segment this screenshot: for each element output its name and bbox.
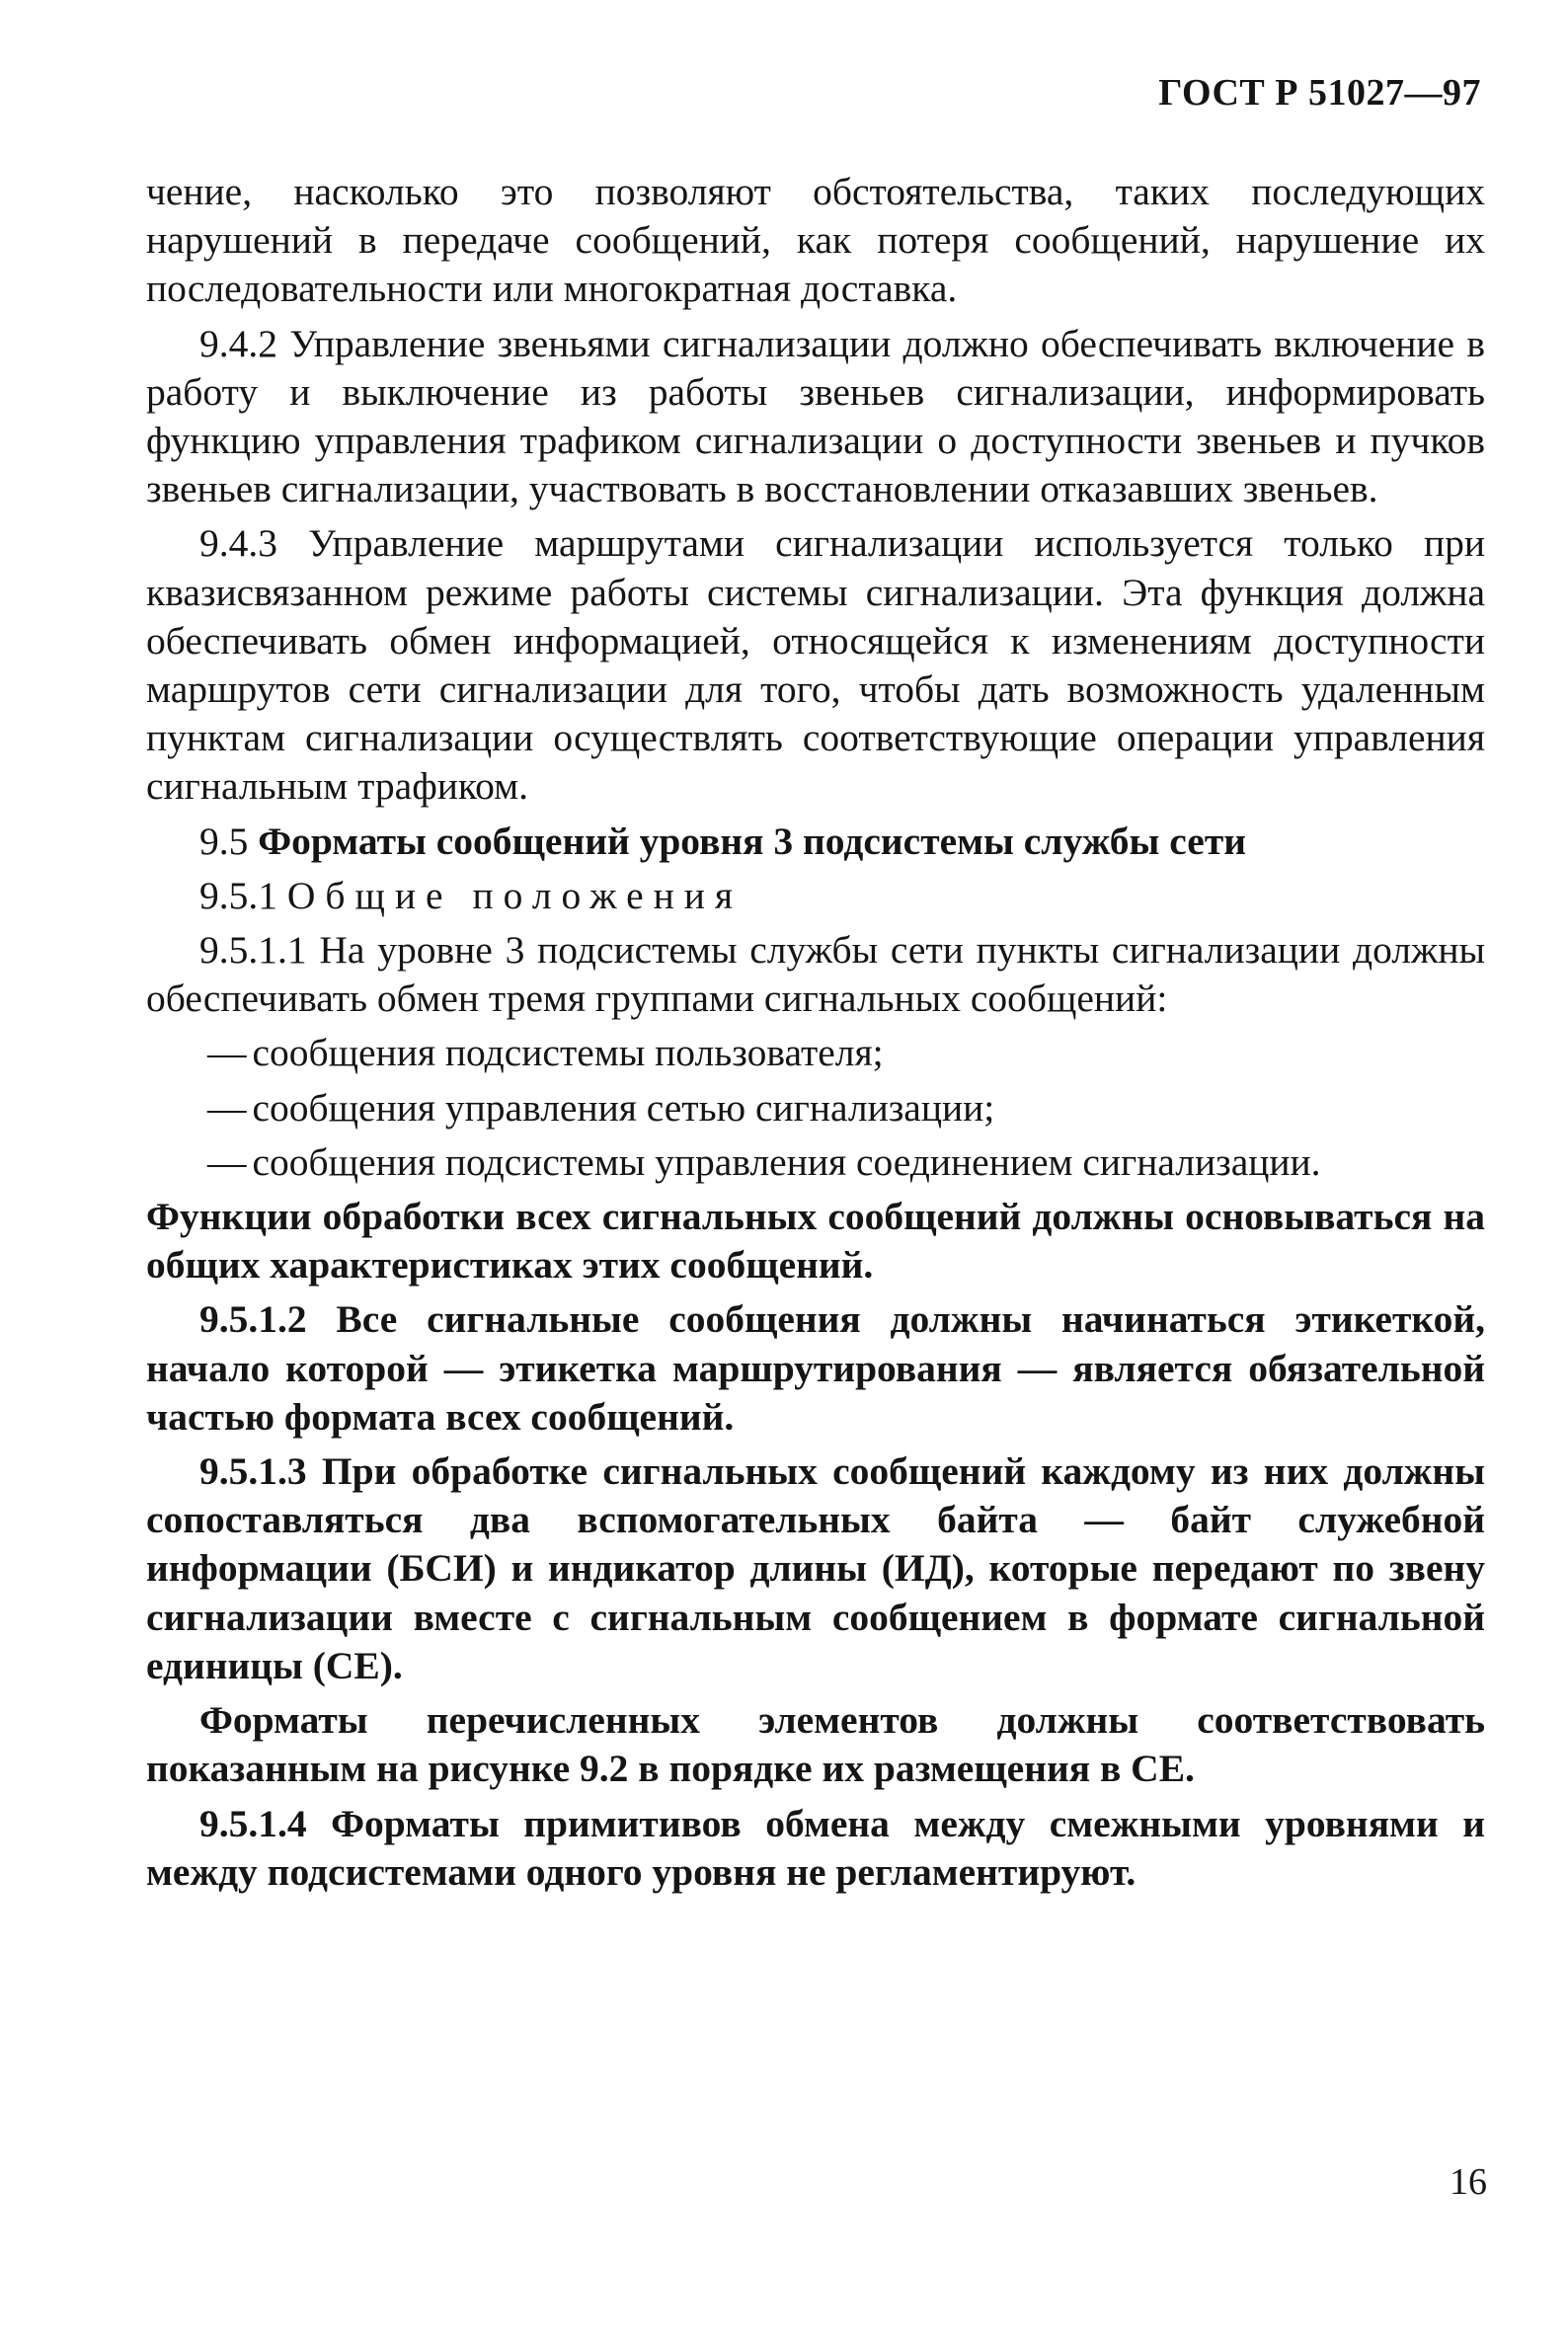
section-heading-9-5 xyxy=(146,818,1485,866)
list-item xyxy=(146,1138,1485,1187)
paragraph-9-4-3: 9.4.3 Управление маршрутами сигнализации используется только при квазисвязанном режиме работы системы сигнализации. Эта функция должна обеспечивать обмен информацией, относящейся к изменениям доступности маршрутов сети сигнализации для того, чтобы дать возможность удаленным пунктам сигнализации осуществлять соответствующие операции управления сигнальным трафиком. xyxy=(146,521,1485,809)
page-number: 16 xyxy=(1450,2161,1487,2203)
document-header: ГОСТ Р 51027—97 xyxy=(1158,72,1481,114)
list-item xyxy=(146,1084,1485,1132)
list-item-text: сообщения подсистемы управления соединением сигнализации. xyxy=(252,1139,1321,1184)
list-item xyxy=(146,1029,1485,1077)
paragraph-9-5-1-3: 9.5.1.3 При обработке сигнальных сообщений каждому из них должны сопоставляться два вспомогательных байта — байт служебной информации (БСИ) и индикатор длины (ИД), которые передают по звену сигнализации вместе с сигнальным сообщением в формате сигнальной единицы (СЕ). xyxy=(146,1449,1485,1687)
paragraph-continuation: чение, насколько это позволяют обстоятельства, таких последующих нарушений в передаче сообщений, как потеря сообщений, нарушение их последовательности или многократная доставка. xyxy=(146,170,1485,311)
document-body xyxy=(146,168,1485,1897)
subsection-title: Общие положения xyxy=(286,873,744,917)
list-dash: — xyxy=(207,1031,247,1075)
section-number: 9.5 xyxy=(199,819,249,863)
paragraph-9-5-1-1: 9.5.1.1 На уровне 3 подсистемы службы сети пункты сигнализации должны обеспечивать обмен тремя группами сигнальных сообщений: xyxy=(146,928,1485,1021)
paragraph-functions: Функции обработки всех сигнальных сообщений должны основываться на общих характеристиках этих сообщений. xyxy=(146,1195,1485,1288)
paragraph-9-5-1-2: 9.5.1.2 Все сигнальные сообщения должны начинаться этикеткой, начало которой — этикетка маршрутирования — является обязательной частью формата всех сообщений. xyxy=(146,1297,1485,1439)
subsection-number: 9.5.1 xyxy=(199,873,277,917)
list-item-text: сообщения управления сетью сигнализации; xyxy=(252,1085,995,1130)
section-title: Форматы сообщений уровня 3 подсистемы службы сети xyxy=(258,819,1246,863)
paragraph-9-4-2: 9.4.2 Управление звеньями сигнализации должно обеспечивать включение в работу и выключение из работы звеньев сигнализации, информировать функцию управления трафиком сигнализации о доступности звеньев и пучков звеньев сигнализации, участвовать в восстановлении отказавших звеньев. xyxy=(146,321,1485,511)
list-item-text: сообщения подсистемы пользователя; xyxy=(252,1031,884,1075)
list-dash: — xyxy=(207,1085,247,1130)
list-dash: — xyxy=(207,1139,247,1184)
subsection-heading-9-5-1 xyxy=(146,872,1485,920)
paragraph-9-5-1-4: 9.5.1.4 Форматы примитивов обмена между смежными уровнями и между подсистемами одного уровня не регламентируют. xyxy=(146,1801,1485,1894)
paragraph-formats: Форматы перечисленных элементов должны соответствовать показанным на рисунке 9.2 в порядке их размещения в СЕ. xyxy=(146,1698,1485,1791)
